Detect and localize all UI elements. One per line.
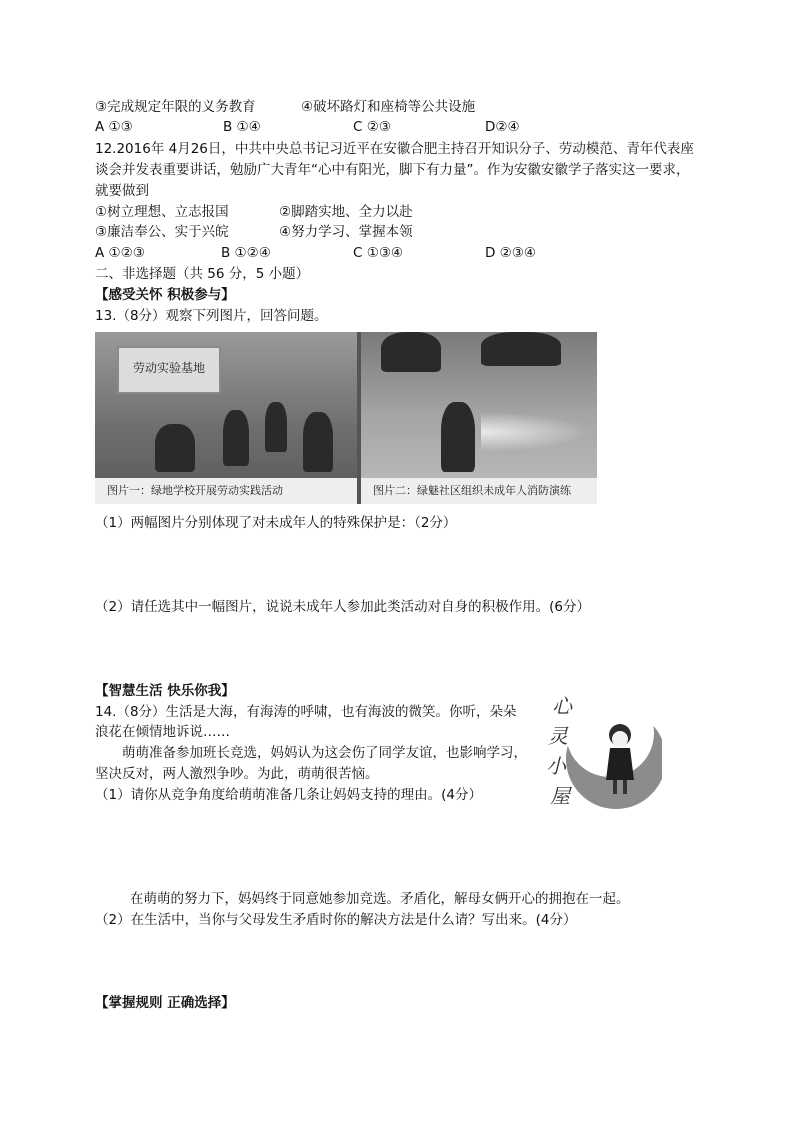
q11-option-4: ④破坏路灯和座椅等公共设施	[301, 99, 476, 115]
q12-option-3: ③廉洁奉公、实于兴皖	[95, 224, 229, 240]
q14-continuation: 在萌萌的努力下，妈妈终于同意她参加竞选。矛盾化，解母女俩开心的拥抱在一起。	[130, 891, 630, 907]
q13-sub-question-2: （2）请任选其中一幅图片，说说未成年人参加此类活动对自身的积极作用。(6分）	[95, 599, 590, 615]
emblem-char-1: 心	[552, 694, 572, 718]
section-heading-care: 【感受关怀 积极参与】	[95, 287, 235, 303]
q14-stem-line-2: 浪花在倾情地诉说……	[95, 724, 230, 740]
emblem-char-4: 屋	[550, 784, 570, 808]
q12-answers-row	[95, 243, 715, 263]
q11-options-row	[95, 97, 715, 117]
student-figure	[155, 424, 195, 472]
crowd-figure	[481, 332, 561, 366]
q11-answer-c: C ②③	[353, 119, 391, 135]
q12-options-row-1	[95, 202, 715, 222]
q11-answer-d: D②④	[485, 119, 520, 135]
q14-scenario-line-1: 萌萌准备参加班长竞选，妈妈认为这会伤了同学友谊，也影响学习，	[122, 745, 527, 761]
q14-scenario-line-2: 坚决反对，两人激烈争吵。为此，萌萌很苦恼。	[95, 766, 379, 782]
q11-answer-a: A ①③	[95, 119, 133, 135]
q12-options-row-2	[95, 222, 715, 242]
labor-base-sign: 劳动实验基地	[117, 346, 221, 394]
q13-photo-strip	[95, 332, 597, 504]
heart-cabin-emblem	[540, 685, 662, 810]
q13-photo-2-caption: 图片二：绿魅社区组织未成年人消防演练	[361, 478, 597, 504]
q14-sub-question-1: （1）请你从竞争角度给萌萌准备几条让妈妈支持的理由。(4分）	[95, 787, 482, 803]
section-heading-life: 【智慧生活 快乐你我】	[95, 683, 235, 699]
student-figure	[265, 402, 287, 452]
q13-photo-1	[95, 332, 357, 504]
girl-dress-icon	[606, 748, 634, 780]
q11-answers-row	[95, 117, 715, 137]
q11-answer-b: B ①④	[223, 119, 261, 135]
extinguisher-spray	[481, 412, 591, 452]
q12-option-4: ④努力学习、掌握本领	[279, 224, 413, 240]
q12-stem-line-2: 谈会并发表重要讲话，勉励广大青年“心中有阳光，脚下有力量”。作为安徽安徽学子落实这一要求，	[95, 162, 690, 178]
q13-photo-1-caption: 图片一：绿地学校开展劳动实践活动	[95, 478, 357, 504]
q14-sub-question-2: （2）在生活中，当你与父母发生矛盾时你的解决方法是什么请？写出来。(4分）	[95, 912, 577, 928]
student-figure	[303, 412, 333, 472]
q13-photo-2	[361, 332, 597, 504]
q12-stem-line-3: 就要做到	[95, 183, 149, 199]
crowd-figure	[381, 332, 441, 372]
q12-answer-b: B ①②④	[221, 245, 271, 261]
q12-option-2: ②脚踏实地、全力以赴	[279, 204, 413, 220]
q12-answer-d: D ②③④	[485, 245, 536, 261]
q12-stem-line-1: 12.2016年 4月26日，中共中央总书记习近平在安徽合肥主持召开知识分子、劳动模范、青年代表座	[95, 141, 694, 157]
child-with-extinguisher	[441, 402, 475, 472]
q14-stem-line-1: 14.（8分）生活是大海，有海涛的呼啸，也有海波的微笑。你听，朵朵	[95, 704, 517, 720]
emblem-char-2: 灵	[548, 724, 568, 748]
section-2-title: 二、非选择题（共 56 分，5 小题）	[95, 266, 310, 282]
section-heading-rules: 【掌握规则 正确选择】	[95, 995, 235, 1011]
q12-answer-a: A ①②③	[95, 245, 145, 261]
q11-option-3: ③完成规定年限的义务教育	[95, 99, 256, 115]
q13-sub-question-1: （1）两幅图片分别体现了对未成年人的特殊保护是：（2分）	[95, 515, 457, 531]
student-figure	[223, 410, 249, 466]
q13-stem: 13.（8分）观察下列图片，回答问题。	[95, 308, 328, 324]
q12-option-1: ①树立理想、立志报国	[95, 204, 229, 220]
emblem-char-3: 小	[546, 754, 566, 778]
q12-answer-c: C ①③④	[353, 245, 404, 261]
